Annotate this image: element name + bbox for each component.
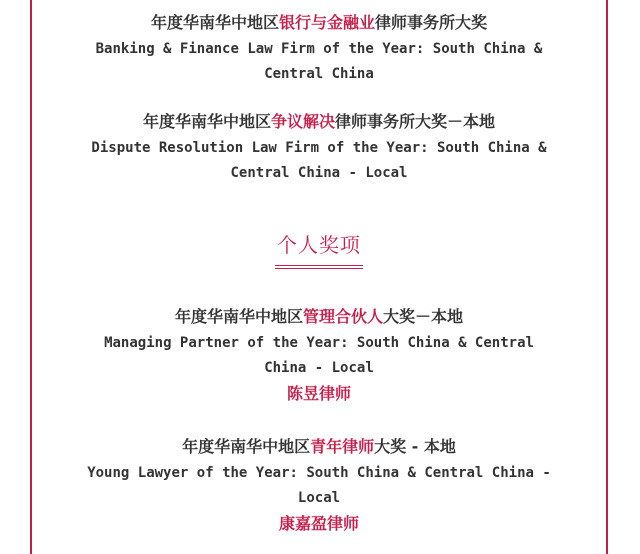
award-title-suffix: 律师事务所大奖－本地: [335, 112, 496, 131]
award-title-highlight: 管理合伙人: [302, 307, 383, 326]
award-title-suffix: 大奖 - 本地: [374, 437, 456, 456]
award-title-suffix: 律师事务所大奖: [375, 13, 488, 32]
award-title-prefix: 年度华南华中地区: [174, 307, 303, 326]
award-title-zh: [32, 111, 606, 133]
award-title-prefix: 年度华南华中地区: [142, 112, 271, 131]
award-title-en-line1: Dispute Resolution Law Firm of the Year: South China &: [91, 140, 547, 156]
award-title-highlight: 银行与金融业: [278, 13, 375, 32]
award-title-en-line2: Local: [297, 490, 341, 506]
award-title-zh: [32, 12, 606, 34]
award-title-highlight: 青年律师: [310, 437, 375, 456]
awards-content: [32, 0, 606, 536]
award-title-zh: [32, 306, 606, 328]
award-young-lawyer: [32, 406, 606, 536]
award-banking-finance: [32, 0, 606, 87]
award-dispute-resolution: [32, 87, 606, 186]
award-title-en: [32, 136, 606, 186]
award-title-zh: [32, 436, 606, 458]
award-winner: 陈昱律师: [286, 384, 351, 403]
award-title-highlight: 争议解决: [270, 112, 335, 131]
section-individual-awards: [32, 186, 606, 269]
award-winner: 康嘉盈律师: [278, 514, 359, 533]
award-title-prefix: 年度华南华中地区: [150, 13, 279, 32]
award-title-en: [32, 331, 606, 381]
award-managing-partner: [32, 269, 606, 406]
award-title-suffix: 大奖－本地: [383, 307, 464, 326]
section-heading: 个人奖项: [277, 233, 361, 257]
award-title-en: [32, 37, 606, 87]
award-title-en-line1: Managing Partner of the Year: South China & Central: [104, 335, 534, 351]
award-title-en: [32, 461, 606, 511]
award-title-en-line2: China - Local: [264, 360, 374, 376]
award-title-en-line2: Central China - Local: [230, 165, 408, 181]
award-title-en-line1: Banking & Finance Law Firm of the Year: South China &: [95, 41, 543, 57]
award-title-en-line1: Young Lawyer of the Year: South China & Central China -: [87, 465, 551, 481]
award-title-prefix: 年度华南华中地区: [182, 437, 311, 456]
award-title-en-line2: Central China: [264, 66, 374, 82]
